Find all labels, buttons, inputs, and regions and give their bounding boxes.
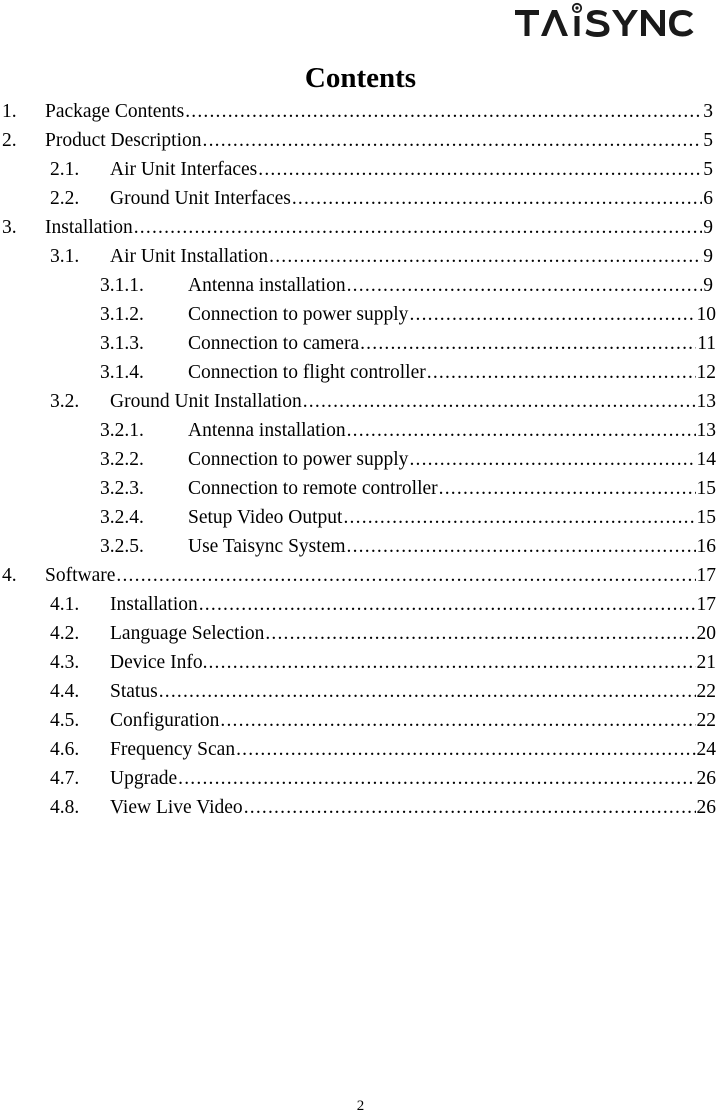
toc-entry[interactable] [0, 274, 713, 298]
toc-entry-number: 2.1. [50, 159, 80, 180]
toc-entry-page: 9 [703, 217, 713, 238]
toc-entry[interactable] [0, 680, 716, 704]
toc-entry[interactable] [0, 245, 713, 269]
toc-entry-label: Antenna installation [188, 275, 346, 296]
toc-entry-page: 13 [696, 420, 716, 441]
dot-leader [360, 332, 696, 356]
toc-entry[interactable] [0, 709, 716, 733]
dot-leader [185, 100, 702, 124]
toc-entry[interactable] [0, 419, 716, 443]
toc-entry[interactable] [0, 796, 716, 820]
toc-entry-page: 21 [696, 652, 716, 673]
toc-entry-page: 26 [696, 768, 716, 789]
toc-entry-label: Frequency Scan [110, 739, 236, 760]
toc-entry[interactable] [0, 767, 716, 791]
toc-entry-number: 4.5. [50, 710, 80, 731]
toc-entry-page: 15 [696, 478, 716, 499]
toc-entry[interactable] [0, 651, 716, 675]
toc-entry-number: 4.4. [50, 681, 80, 702]
toc-entry-number: 3.2.4. [100, 507, 144, 528]
toc-entry-number: 3.1.2. [100, 304, 144, 325]
dot-leader [427, 361, 696, 385]
toc-entry-page: 17 [696, 594, 716, 615]
toc-entry-page: 6 [703, 188, 713, 209]
toc-entry-page: 10 [696, 304, 716, 325]
toc-entry-page: 22 [696, 710, 716, 731]
dot-leader [258, 158, 702, 182]
toc-entry-page: 9 [703, 275, 713, 296]
toc-entry-page: 14 [696, 449, 716, 470]
toc-entry[interactable] [0, 129, 713, 153]
toc-entry-page: 13 [696, 391, 716, 412]
toc-entry-number: 1. [2, 101, 17, 122]
dot-leader [134, 216, 703, 240]
dot-leader [347, 274, 703, 298]
toc-entry-label: Package Contents [45, 101, 185, 122]
dot-leader [203, 129, 703, 153]
toc-entry[interactable] [0, 506, 716, 530]
toc-entry-page: 12 [696, 362, 716, 383]
dot-leader [199, 593, 696, 617]
toc-entry-label: Connection to camera [188, 333, 360, 354]
toc-entry-number: 4.2. [50, 623, 80, 644]
toc-entry-number: 4.7. [50, 768, 80, 789]
toc-entry-page: 9 [703, 246, 713, 267]
toc-entry-page: 11 [697, 333, 716, 354]
toc-entry-label: Device Info. [110, 652, 208, 673]
toc-entry-page: 3 [703, 101, 713, 122]
toc-entry-page: 22 [696, 681, 716, 702]
dot-leader [178, 767, 695, 791]
toc-entry-number: 2.2. [50, 188, 80, 209]
toc-entry-number: 3.1.1. [100, 275, 144, 296]
toc-entry-label: Configuration [110, 710, 220, 731]
dot-leader [409, 303, 695, 327]
toc-entry[interactable] [0, 303, 716, 327]
toc-entry-number: 3. [2, 217, 17, 238]
toc-entry-label: Connection to remote controller [188, 478, 438, 499]
toc-entry-label: Ground Unit Interfaces [110, 188, 291, 209]
taisync-logo-mark [513, 2, 711, 40]
toc-entry-number: 3.2.2. [100, 449, 144, 470]
toc-entry-label: Use Taisync System [188, 536, 346, 557]
toc-entry-number: 3.1.4. [100, 362, 144, 383]
toc-entry-label: Product Description [45, 130, 202, 151]
toc-entry-number: 4.3. [50, 652, 80, 673]
toc-entry-number: 3.2. [50, 391, 80, 412]
toc-entry-page: 24 [696, 739, 716, 760]
dot-leader [347, 419, 696, 443]
taisync-logo [513, 2, 711, 40]
dot-leader [343, 506, 695, 530]
toc-entry-label: View Live Video [110, 797, 243, 818]
toc-entry[interactable] [0, 477, 716, 501]
toc-entry-page: 15 [696, 507, 716, 528]
toc-entry[interactable] [0, 332, 716, 356]
toc-entry-number: 4.6. [50, 739, 80, 760]
toc-entry[interactable] [0, 738, 716, 762]
toc-entry-number: 3.2.3. [100, 478, 144, 499]
toc-entry-page: 5 [703, 159, 713, 180]
dot-leader [347, 535, 696, 559]
toc-entry[interactable] [0, 216, 713, 240]
toc-entry[interactable] [0, 158, 713, 182]
toc-entry-number: 3.1.3. [100, 333, 144, 354]
toc-entry[interactable] [0, 361, 716, 385]
toc-entry-label: Connection to power supply [188, 304, 409, 325]
toc-entry-label: Software [45, 565, 116, 586]
toc-entry-label: Connection to flight controller [188, 362, 426, 383]
toc-entry-page: 26 [696, 797, 716, 818]
toc-entry[interactable] [0, 593, 716, 617]
toc-entry[interactable] [0, 100, 713, 124]
page-title: Contents [304, 62, 417, 94]
toc-entry-page: 16 [696, 536, 716, 557]
dot-leader [303, 390, 696, 414]
dot-leader [409, 448, 695, 472]
toc-entry[interactable] [0, 390, 716, 414]
toc-entry[interactable] [0, 187, 713, 211]
dot-leader [159, 680, 696, 704]
toc-entry-label: Status [110, 681, 158, 702]
toc-entry-page: 5 [703, 130, 713, 151]
toc-entry-number: 3.2.5. [100, 536, 144, 557]
dot-leader [236, 738, 695, 762]
toc-entry[interactable] [0, 535, 716, 559]
toc-entry-label: Air Unit Installation [110, 246, 269, 267]
toc-entry-label: Installation [45, 217, 133, 238]
brand-wordmark [515, 4, 694, 37]
toc-entry-number: 4.8. [50, 797, 80, 818]
dot-leader [208, 651, 695, 675]
toc-entry-label: Antenna installation [188, 420, 346, 441]
toc-entry-page: 20 [696, 623, 716, 644]
toc-entry-label: Installation [110, 594, 198, 615]
toc-entry[interactable] [0, 622, 716, 646]
toc-entry-number: 3.1. [50, 246, 80, 267]
page-number: 2 [356, 1098, 365, 1114]
toc-entry-number: 4.1. [50, 594, 80, 615]
toc-entry-label: Upgrade [110, 768, 178, 789]
dot-leader [265, 622, 695, 646]
dot-leader [116, 564, 695, 588]
toc-entry-number: 3.2.1. [100, 420, 144, 441]
dot-leader [439, 477, 696, 501]
toc-entry-label: Language Selection [110, 623, 265, 644]
dot-leader [292, 187, 702, 211]
toc-entry[interactable] [0, 448, 716, 472]
toc-entry-number: 2. [2, 130, 17, 151]
dot-leader [220, 709, 695, 733]
toc-entry-label: Setup Video Output [188, 507, 343, 528]
dot-leader [244, 796, 696, 820]
toc-entry-label: Air Unit Interfaces [110, 159, 258, 180]
toc-entry-page: 17 [696, 565, 716, 586]
dot-leader [269, 245, 702, 269]
toc-entry-number: 4. [2, 565, 17, 586]
toc-entry[interactable] [0, 564, 716, 588]
toc-entry-label: Ground Unit Installation [110, 391, 302, 412]
toc-entry-label: Connection to power supply [188, 449, 409, 470]
